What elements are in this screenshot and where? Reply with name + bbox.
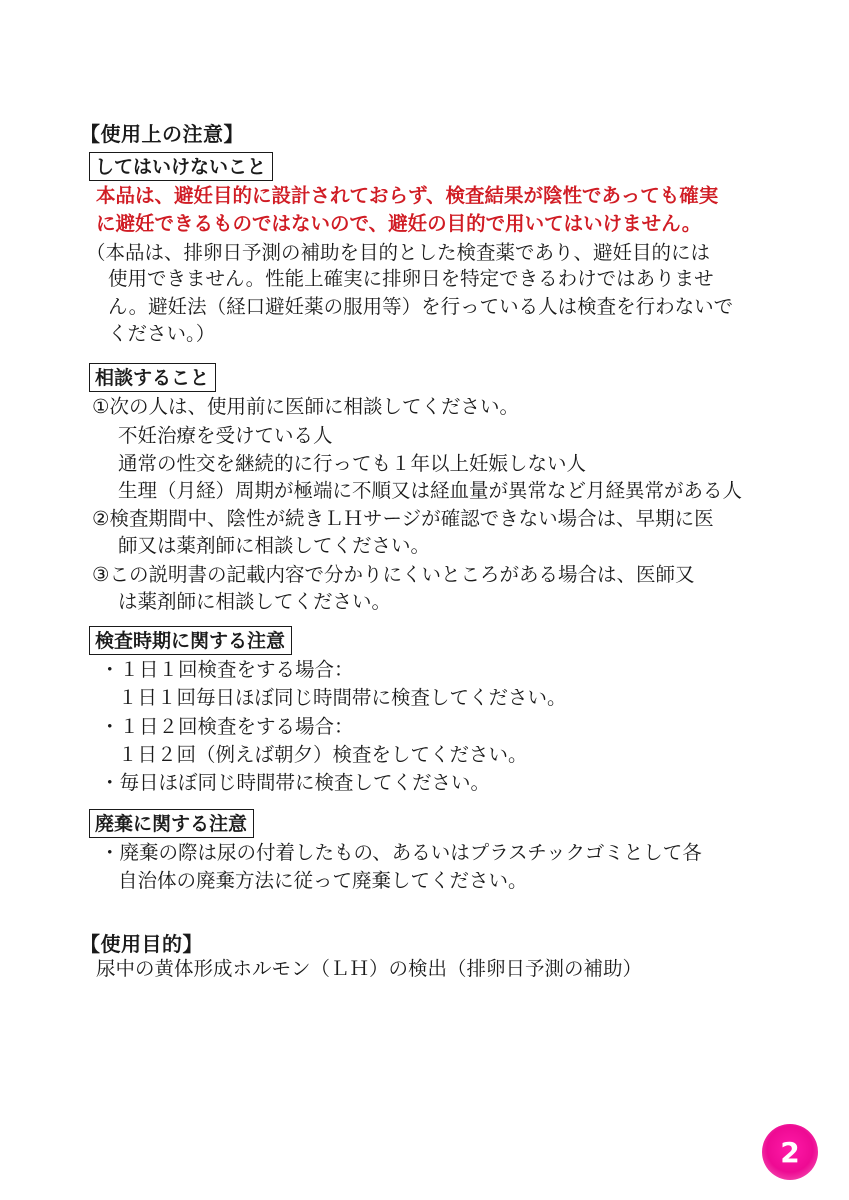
consult-line: は薬剤師に相談してください。: [118, 590, 392, 613]
timing-line: ・１日１回検査をする場合：: [100, 658, 354, 681]
note-line: ください。）: [108, 322, 216, 345]
consult-line: ③この説明書の記載内容で分かりにくいところがある場合は、医師又: [92, 563, 695, 586]
dont-heading: してはいけないこと: [89, 152, 273, 181]
disposal-heading: 廃棄に関する注意: [89, 809, 254, 838]
purpose-section-title: 【使用目的】: [80, 932, 203, 956]
timing-heading: 検査時期に関する注意: [89, 626, 292, 655]
consult-line: 不妊治療を受けている人: [118, 424, 333, 447]
note-line: 使用できません。性能上確実に排卵日を特定できるわけではありませ: [108, 267, 714, 290]
consult-line: 師又は薬剤師に相談してください。: [118, 534, 431, 557]
consult-line: 通常の性交を継続的に行っても１年以上妊娠しない人: [118, 452, 587, 475]
warning-line: 本品は、避妊目的に設計されておらず、検査結果が陰性であっても確実: [96, 184, 719, 207]
note-line: ん。避妊法（経口避妊薬の服用等）を行っている人は検査を行わないで: [108, 295, 734, 318]
disposal-line: 自治体の廃棄方法に従って廃棄してください。: [118, 869, 528, 892]
consult-line: ①次の人は、使用前に医師に相談してください。: [92, 395, 519, 418]
caution-section-title: 【使用上の注意】: [80, 122, 244, 146]
page-number-badge: 2: [762, 1124, 818, 1180]
consult-heading: 相談すること: [89, 363, 216, 392]
timing-line: ・毎日ほぼ同じ時間帯に検査してください。: [100, 771, 491, 794]
consult-line: 生理（月経）周期が極端に不順又は経血量が異常など月経異常がある人: [118, 479, 743, 502]
disposal-line: ・廃棄の際は尿の付着したもの、あるいはプラスチックゴミとして各: [100, 841, 702, 864]
timing-line: １日１回毎日ほぼ同じ時間帯に検査してください。: [118, 686, 567, 709]
note-line: （本品は、排卵日予測の補助を目的とした検査薬であり、避妊目的には: [86, 241, 711, 264]
timing-line: １日２回（例えば朝夕）検査をしてください。: [118, 743, 528, 766]
consult-line: ②検査期間中、陰性が続きＬＨサージが確認できない場合は、早期に医: [92, 507, 714, 530]
timing-line: ・１日２回検査をする場合：: [100, 715, 354, 738]
purpose-text: 尿中の黄体形成ホルモン（ＬＨ）の検出（排卵日予測の補助）: [96, 957, 643, 980]
warning-line: に避妊できるものではないので、避妊の目的で用いてはいけません。: [96, 212, 702, 235]
